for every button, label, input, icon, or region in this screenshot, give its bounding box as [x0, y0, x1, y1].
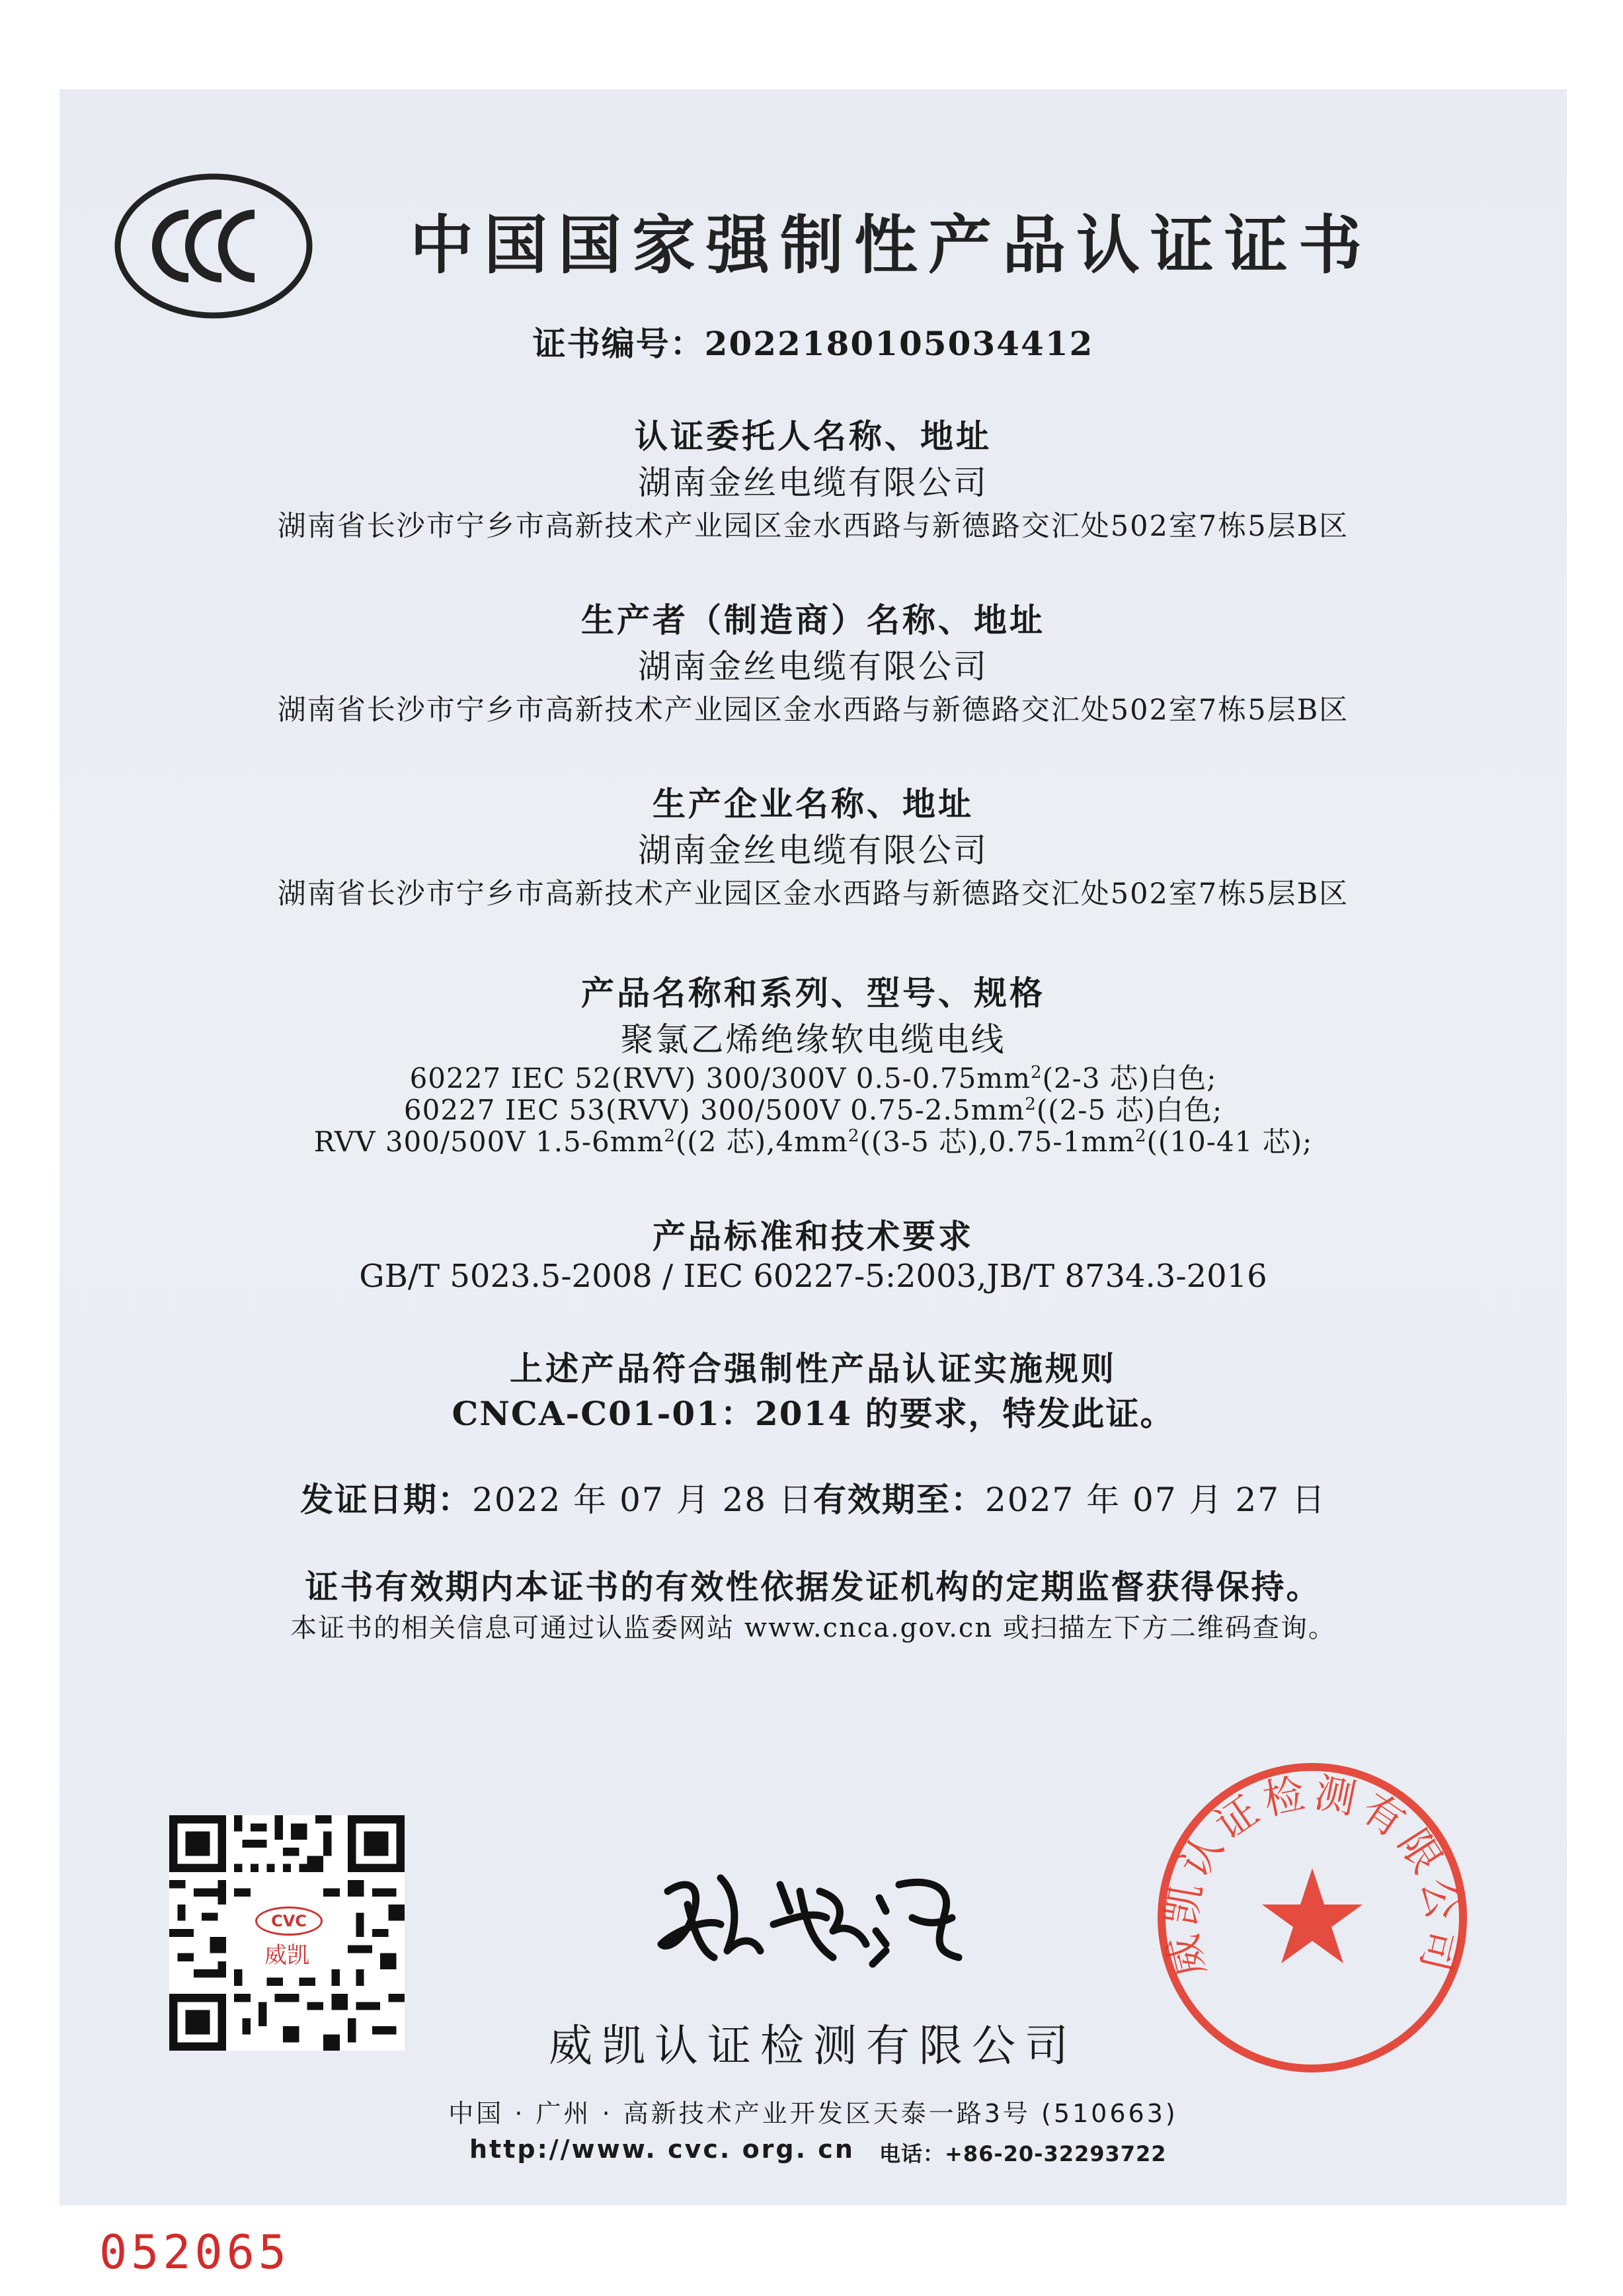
product-spec-2: 60227 IEC 53(RVV) 300/500V $0.75-2.5mm^2((2-5$ 芯)白色; — [403, 1094, 1223, 1126]
notice-line-2: 本证书的相关信息可通过认监委网站 www.cnca.gov.cn 或扫描左下方二维码查询。 — [290, 1613, 1336, 1643]
issuer-address: 中国 · 广州 · 高新技术产业开发区天泰一路3号 (510663) — [448, 2099, 1178, 2128]
issue-date-label: 发证日期： — [300, 1480, 473, 1519]
issue-date-value: 2022 年 07 月 28 日 — [472, 1481, 813, 1519]
qr-code[interactable] — [169, 1815, 405, 2051]
manufacturer-name: 湖南金丝电缆有限公司 — [638, 647, 988, 686]
product-name: 聚氯乙烯绝缘软电缆电线 — [620, 1020, 1006, 1059]
product-heading: 产品名称和系列、型号、规格 — [581, 973, 1045, 1012]
certificate-title: 中国国家强制性产品认证证书 — [410, 208, 1372, 282]
factory-name: 湖南金丝电缆有限公司 — [638, 831, 988, 870]
issuer-company: 威凯认证检测有限公司 — [549, 2020, 1078, 2071]
applicant-address: 湖南省长沙市宁乡市高新技术产业园区金水西路与新德路交汇处502室7栋5层B区 — [277, 510, 1349, 543]
issuer-phone: 电话：+86-20-32293722 — [879, 2141, 1167, 2166]
applicant-name: 湖南金丝电缆有限公司 — [638, 464, 988, 502]
notice-line-1: 证书有效期内本证书的有效性依据发证机构的定期监督获得保持。 — [305, 1567, 1322, 1606]
compliance-line-2: CNCA-C01-01：2014 的要求，特发此证。 — [452, 1394, 1175, 1433]
product-spec-3: RVV 300/500V $1.5-6mm^2((2$ 芯)$,4mm^2((3-5$ 芯)$,0.75-1mm^2((10-41$ 芯); — [313, 1126, 1313, 1158]
manufacturer-address: 湖南省长沙市宁乡市高新技术产业园区金水西路与新德路交汇处502室7栋5层B区 — [277, 694, 1349, 727]
serial-number: 052065 — [99, 2225, 290, 2279]
standards-heading: 产品标准和技术要求 — [653, 1217, 974, 1256]
factory-address: 湖南省长沙市宁乡市高新技术产业园区金水西路与新德路交汇处502室7栋5层B区 — [277, 878, 1349, 911]
certificate-number: 证书编号：2022180105034412 — [532, 324, 1094, 363]
seal-stamp-icon — [1154, 1759, 1471, 2076]
signature-icon — [648, 1852, 992, 1997]
valid-until-value: 2027 年 07 月 27 日 — [985, 1481, 1326, 1519]
manufacturer-heading: 生产者（制造商）名称、地址 — [581, 600, 1045, 639]
factory-heading: 生产企业名称、地址 — [653, 784, 974, 823]
validity-dates — [59, 1473, 1567, 1521]
ccc-logo-icon — [114, 173, 313, 319]
cvc-logo: CVC — [255, 1906, 323, 1936]
standards-text: GB/T 5023.5-2008 / IEC 60227-5:2003,JB/T 8734.3-2016 — [359, 1258, 1267, 1295]
compliance-line-1: 上述产品符合强制性产品认证实施规则 — [510, 1349, 1117, 1388]
issuer-url[interactable]: http://www. cvc. org. cn — [469, 2135, 855, 2164]
qr-badge-text: 威凯 — [264, 1942, 309, 1969]
valid-until-label: 有效期至： — [813, 1480, 985, 1519]
seal-text: 威凯认证检测有限公司 — [1156, 1768, 1468, 1982]
product-spec-1: 60227 IEC 52(RVV) 300/300V $0.5-0.75mm^2(2-3$ 芯)白色; — [409, 1062, 1217, 1094]
applicant-heading: 认证委托人名称、地址 — [635, 417, 992, 456]
qr-badge — [241, 1900, 333, 1969]
